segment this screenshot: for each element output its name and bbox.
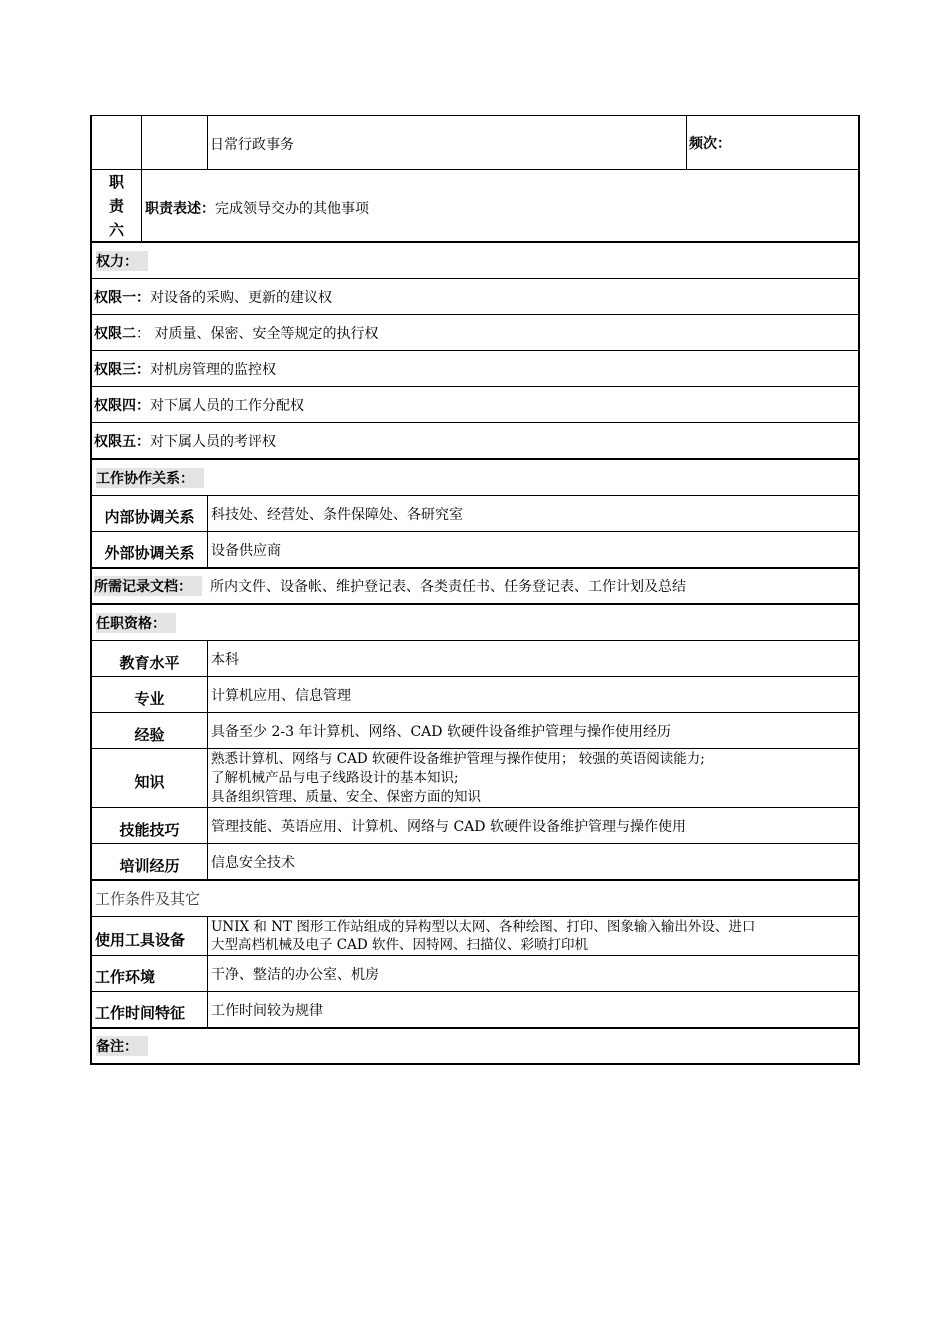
tools-value: [211, 917, 859, 955]
remarks-row: [90, 1029, 860, 1065]
skills-row: [90, 808, 860, 844]
training-label: 培训经历: [119, 857, 180, 875]
experience-value: 具备至少 2-3 年计算机、网络、CAD 软硬件设备维护管理与操作使用经历: [211, 723, 671, 740]
external-relations-value: 设备供应商: [211, 542, 281, 559]
skills-label: 技能技巧: [119, 821, 180, 839]
relations-header-row: [90, 460, 860, 496]
duty-number-char: 职: [108, 172, 124, 191]
relations-header: 工作协作关系：: [96, 468, 204, 488]
knowledge-value: [211, 749, 859, 807]
work-time-value: 工作时间较为规律: [211, 1002, 323, 1019]
work-time-label: 工作时间特征: [95, 1004, 186, 1022]
education-label: 教育水平: [119, 654, 180, 672]
major-value: 计算机应用、信息管理: [211, 687, 351, 704]
major-row: [90, 677, 860, 713]
knowledge-line: 具备组织管理、质量、安全、保密方面的知识: [211, 788, 481, 805]
authority-item-text: 对下属人员的考评权: [150, 433, 276, 450]
authority-item-text: ： 对质量、保密、安全等规定的执行权: [136, 325, 379, 342]
duty-number-char: 六: [108, 220, 124, 239]
duty6-description-row: [90, 170, 860, 243]
education-value: 本科: [211, 651, 239, 668]
duty-description-text: 完成领导交办的其他事项: [215, 201, 369, 217]
authority-item-label: 权限四：: [94, 397, 150, 414]
knowledge-line: 了解机械产品与电子线路设计的基本知识;: [211, 769, 459, 786]
environment-label: 工作环境: [95, 968, 156, 986]
authority-item-label: 权限五：: [94, 433, 150, 450]
daily-admin-label: 日常行政事务: [210, 137, 294, 153]
records-label: 所需记录文档：: [94, 576, 202, 596]
education-row: [90, 641, 860, 677]
authority-item-row: [90, 387, 860, 423]
environment-value: 干净、整洁的办公室、机房: [211, 966, 379, 983]
knowledge-label: 知识: [134, 772, 165, 791]
duty-number-label: [92, 170, 141, 241]
experience-label: 经验: [134, 726, 165, 744]
internal-relations-row: [90, 496, 860, 532]
records-row: [90, 569, 860, 605]
conditions-header-row: [90, 881, 860, 917]
environment-row: [90, 956, 860, 992]
authority-header: 权力：: [96, 251, 148, 271]
major-label: 专业: [134, 690, 165, 708]
duty6-frequency-row: [90, 115, 860, 170]
tools-row: [90, 917, 860, 956]
authority-item-label: 权限二: [94, 325, 136, 342]
authority-item-row: [90, 279, 860, 315]
authority-item-label: 权限一：: [94, 289, 150, 306]
qualifications-header-row: [90, 605, 860, 641]
training-value: 信息安全技术: [211, 854, 295, 871]
remarks-label: 备注：: [96, 1036, 148, 1056]
authority-item-label: 权限三：: [94, 361, 150, 378]
external-relations-label: 外部协调关系: [104, 544, 195, 562]
internal-relations-label: 内部协调关系: [104, 508, 195, 526]
authority-header-row: [90, 243, 860, 279]
authority-item-text: 对机房管理的监控权: [150, 361, 276, 378]
duty-number-char: 责: [108, 196, 124, 215]
skills-value: 管理技能、英语应用、计算机、网络与 CAD 软硬件设备维护管理与操作使用: [211, 818, 686, 835]
job-description-table: [90, 115, 860, 1065]
work-time-row: [90, 992, 860, 1029]
internal-relations-value: 科技处、经营处、条件保障处、各研究室: [211, 506, 463, 523]
knowledge-line: 熟悉计算机、网络与 CAD 软硬件设备维护管理与操作使用； 较强的英语阅读能力;: [211, 750, 705, 767]
records-value: 所内文件、设备帐、维护登记表、各类责任书、任务登记表、工作计划及总结: [210, 579, 686, 595]
duty-description: [145, 170, 845, 241]
authority-item-row: [90, 351, 860, 387]
experience-row: [90, 713, 860, 749]
knowledge-row: [90, 749, 860, 808]
frequency-label: 频次：: [689, 135, 731, 152]
authority-item-row: [90, 423, 860, 460]
external-relations-row: [90, 532, 860, 569]
tools-line: UNIX 和 NT 图形工作站组成的异构型以太网、各种绘图、打印、图象输入输出外设、进口: [211, 919, 756, 935]
authority-item-row: [90, 315, 860, 351]
qualifications-header: 任职资格：: [96, 613, 176, 633]
duty-description-label: 职责表述：: [145, 201, 215, 217]
authority-item-text: 对设备的采购、更新的建议权: [150, 289, 332, 306]
conditions-header: 工作条件及其它: [95, 890, 201, 908]
tools-label: 使用工具设备: [95, 930, 186, 949]
training-row: [90, 844, 860, 881]
tools-line: 大型高档机械及电子 CAD 软件、因特网、扫描仪、彩喷打印机: [211, 937, 588, 953]
authority-item-text: 对下属人员的工作分配权: [150, 397, 304, 414]
